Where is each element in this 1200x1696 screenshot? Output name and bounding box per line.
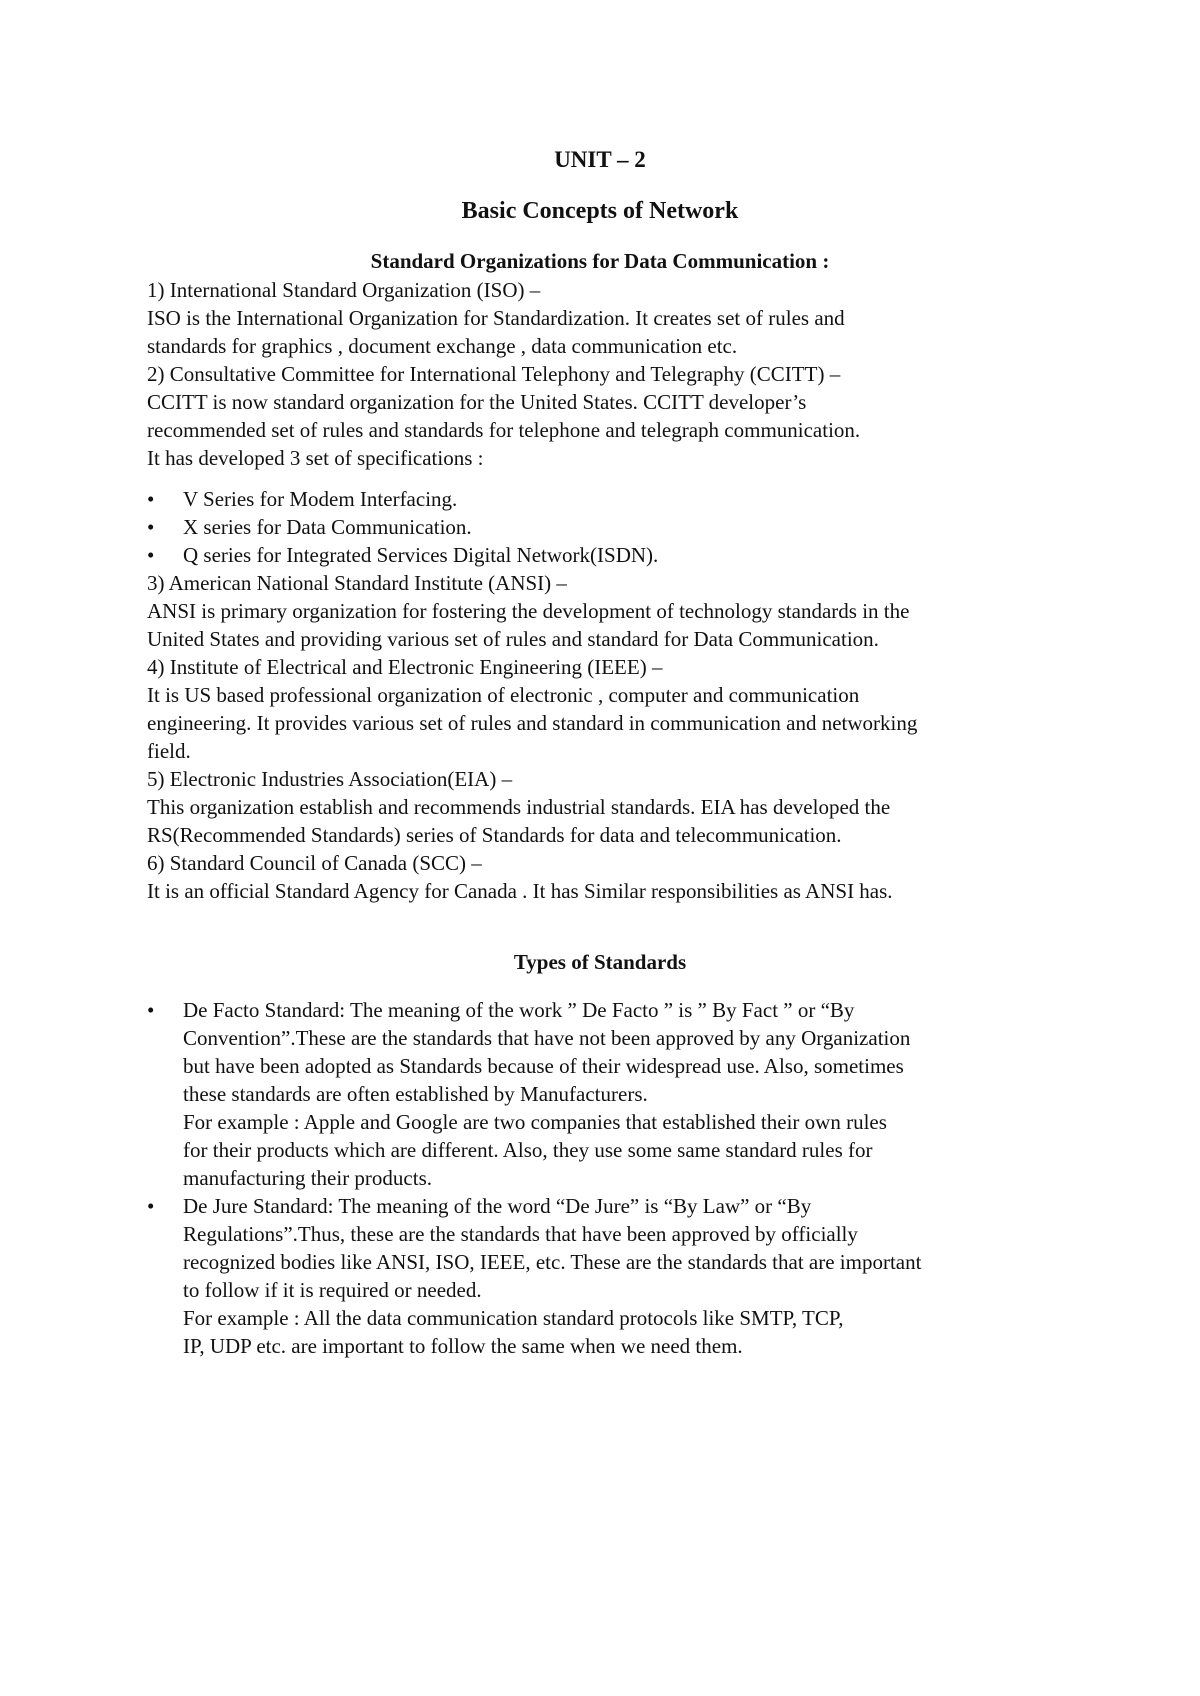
list-item-line: manufacturing their products. [183, 1166, 433, 1190]
standards-types-list [147, 996, 1077, 1360]
list-item [147, 541, 1077, 569]
org-line: 1) International Standard Organization (ISO) – [147, 278, 541, 302]
org-line: recommended set of rules and standards for telephone and telegraph communication. [147, 418, 861, 442]
org-line: United States and providing various set of rules and standard for Data Communication. [147, 627, 879, 651]
list-item-line: but have been adopted as Standards because of their widespread use. Also, sometimes [183, 1054, 904, 1078]
org-line: This organization establish and recommends industrial standards. EIA has developed the [147, 795, 891, 819]
list-item [147, 485, 1077, 513]
list-item-de-facto [147, 996, 1077, 1192]
list-item-line: For example : Apple and Google are two companies that established their own rules [183, 1110, 887, 1134]
bullet-icon: • [147, 487, 155, 511]
org-line: 2) Consultative Committee for International Telephony and Telegraphy (CCITT) – [147, 362, 841, 386]
org-line: 6) Standard Council of Canada (SCC) – [147, 851, 482, 875]
list-item-line: IP, UDP etc. are important to follow the same when we need them. [183, 1334, 743, 1358]
list-item-line: these standards are often established by Manufacturers. [183, 1082, 648, 1106]
org-line: ISO is the International Organization for Standardization. It creates set of rules and [147, 306, 845, 330]
section-heading-types: Types of Standards [513, 950, 687, 974]
org-line: 4) Institute of Electrical and Electronic Engineering (IEEE) – [147, 655, 663, 679]
bullet-icon: • [147, 543, 155, 567]
list-item-line: for their products which are different. Also, they use some same standard rules for [183, 1138, 873, 1162]
org-line: 3) American National Standard Institute (ANSI) – [147, 571, 567, 595]
org-line: engineering. It provides various set of rules and standard in communication and networking [147, 711, 918, 735]
list-item-line: to follow if it is required or needed. [183, 1278, 482, 1302]
bullet-icon: • [147, 515, 155, 539]
bullet-icon: • [147, 998, 155, 1022]
list-item-line: recognized bodies like ANSI, ISO, IEEE, etc. These are the standards that are important [183, 1250, 922, 1274]
page-title: Basic Concepts of Network [461, 198, 739, 224]
specifications-list [147, 485, 1077, 569]
org-line: 5) Electronic Industries Association(EIA) – [147, 767, 513, 791]
section-heading-organizations: Standard Organizations for Data Communication : [370, 249, 830, 273]
list-item-text: X series for Data Communication. [183, 515, 472, 539]
org-line: field. [147, 739, 191, 763]
list-item-text: V Series for Modem Interfacing. [183, 487, 458, 511]
list-item-line: For example : All the data communication standard protocols like SMTP, TCP, [183, 1306, 844, 1330]
org-line: standards for graphics , document exchange , data communication etc. [147, 334, 738, 358]
list-item-text: Q series for Integrated Services Digital Network(ISDN). [183, 543, 659, 567]
list-item-de-jure [147, 1192, 1077, 1360]
list-item-line: Regulations”.Thus, these are the standards that have been approved by officially [183, 1222, 858, 1246]
list-item-line: De Facto Standard: The meaning of the work ” De Facto ” is ” By Fact ” or “By [183, 998, 855, 1022]
list-item-line: De Jure Standard: The meaning of the word “De Jure” is “By Law” or “By [183, 1194, 812, 1218]
org-line: ANSI is primary organization for fostering the development of technology standards in the [147, 599, 910, 623]
organizations-section [147, 276, 1077, 905]
bullet-icon: • [147, 1194, 155, 1218]
org-line: RS(Recommended Standards) series of Standards for data and telecommunication. [147, 823, 842, 847]
unit-title: UNIT – 2 [554, 147, 646, 172]
org-line: It is an official Standard Agency for Canada . It has Similar responsibilities as ANSI has. [147, 879, 893, 903]
org-line: CCITT is now standard organization for the United States. CCITT developer’s [147, 390, 807, 414]
org-line: It has developed 3 set of specifications : [147, 446, 484, 470]
org-line: It is US based professional organization of electronic , computer and communication [147, 683, 860, 707]
list-item-line: Convention”.These are the standards that have not been approved by any Organization [183, 1026, 911, 1050]
list-item [147, 513, 1077, 541]
